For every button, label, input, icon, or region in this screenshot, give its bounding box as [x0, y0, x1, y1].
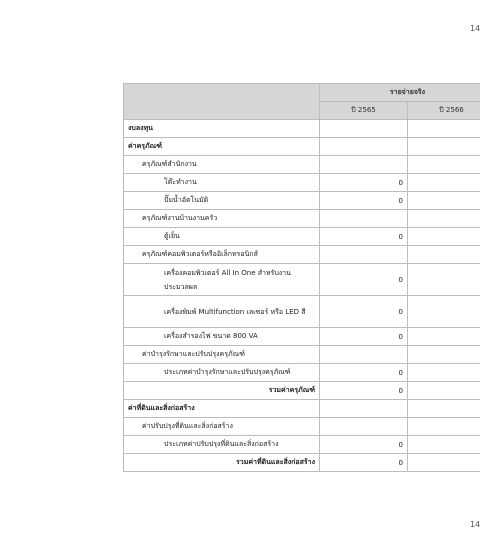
table-row	[124, 210, 480, 228]
row-label: ปั๊มน้ำอัตโนมัติ	[124, 192, 320, 210]
row-label: ครุภัณฑ์งานบ้านงานครัว	[124, 210, 320, 228]
value-2565: 0	[320, 228, 408, 246]
table-row	[124, 264, 480, 296]
row-label: รวมค่าครุภัณฑ์	[124, 382, 320, 400]
table-row	[124, 436, 480, 454]
table-row	[124, 192, 480, 210]
table-row	[124, 382, 480, 400]
table-row	[124, 174, 480, 192]
value-2566	[408, 246, 480, 264]
value-2565	[320, 418, 408, 436]
value-2565	[320, 120, 408, 138]
table-row	[124, 138, 480, 156]
row-label: เครื่องพิมพ์ Multifunction เลเซอร์ หรือ LED สี	[124, 296, 320, 328]
table-row	[124, 418, 480, 436]
row-label: ครุภัณฑ์คอมพิวเตอร์หรืออิเล็กทรอนิกส์	[124, 246, 320, 264]
header-year-2565: ปี 2565	[320, 102, 408, 120]
value-2566	[408, 228, 480, 246]
value-2566	[408, 264, 480, 296]
header-label-cell	[124, 84, 320, 120]
value-2565	[320, 400, 408, 418]
row-label: ตู้เย็น	[124, 228, 320, 246]
value-2565	[320, 138, 408, 156]
value-2566	[408, 120, 480, 138]
value-2566	[408, 192, 480, 210]
table-row	[124, 400, 480, 418]
row-label: ครุภัณฑ์สำนักงาน	[124, 156, 320, 174]
value-2565: 0	[320, 328, 408, 346]
row-label: รวมค่าที่ดินและสิ่งก่อสร้าง	[124, 454, 320, 472]
row-label: โต๊ะทำงาน	[124, 174, 320, 192]
value-2565: 0	[320, 192, 408, 210]
value-2566	[408, 436, 480, 454]
table-row	[124, 246, 480, 264]
value-2565: 0	[320, 436, 408, 454]
value-2565: 0	[320, 296, 408, 328]
row-label: เครื่องสำรองไฟ ขนาด 800 VA	[124, 328, 320, 346]
value-2566	[408, 400, 480, 418]
row-label: เครื่องคอมพิวเตอร์ All In One สำหรับงานประมวลผล	[124, 264, 320, 296]
row-label: ค่าครุภัณฑ์	[124, 138, 320, 156]
value-2565: 0	[320, 382, 408, 400]
page-number-bottom: 14	[470, 520, 480, 529]
budget-table	[123, 83, 480, 472]
value-2565	[320, 246, 408, 264]
value-2566	[408, 328, 480, 346]
row-label: ค่าปรับปรุงที่ดินและสิ่งก่อสร้าง	[124, 418, 320, 436]
row-label: ประเภทค่าปรับปรุงที่ดินและสิ่งก่อสร้าง	[124, 436, 320, 454]
table-row	[124, 156, 480, 174]
value-2565: 0	[320, 264, 408, 296]
table-row	[124, 120, 480, 138]
value-2565	[320, 156, 408, 174]
value-2566	[408, 346, 480, 364]
value-2565: 0	[320, 174, 408, 192]
row-label: งบลงทุน	[124, 120, 320, 138]
value-2566	[408, 382, 480, 400]
value-2566	[408, 156, 480, 174]
header-year-2566: ปี 2566	[408, 102, 480, 120]
value-2566	[408, 418, 480, 436]
value-2565: 0	[320, 454, 408, 472]
table-body	[124, 120, 480, 472]
value-2566	[408, 174, 480, 192]
table-row	[124, 364, 480, 382]
table-row	[124, 228, 480, 246]
table-row	[124, 296, 480, 328]
table-row	[124, 346, 480, 364]
value-2566	[408, 454, 480, 472]
value-2566	[408, 138, 480, 156]
value-2565	[320, 210, 408, 228]
value-2565	[320, 346, 408, 364]
row-label: ค่าบำรุงรักษาและปรับปรุงครุภัณฑ์	[124, 346, 320, 364]
row-label: ค่าที่ดินและสิ่งก่อสร้าง	[124, 400, 320, 418]
table-row	[124, 454, 480, 472]
page-number-top: 14	[470, 24, 480, 33]
table-row	[124, 328, 480, 346]
value-2566	[408, 210, 480, 228]
row-label: ประเภทค่าบำรุงรักษาและปรับปรุงครุภัณฑ์	[124, 364, 320, 382]
header-group-actual-expense: รายจ่ายจริง	[320, 84, 480, 102]
header-row-group	[124, 84, 480, 102]
value-2565: 0	[320, 364, 408, 382]
value-2566	[408, 296, 480, 328]
value-2566	[408, 364, 480, 382]
